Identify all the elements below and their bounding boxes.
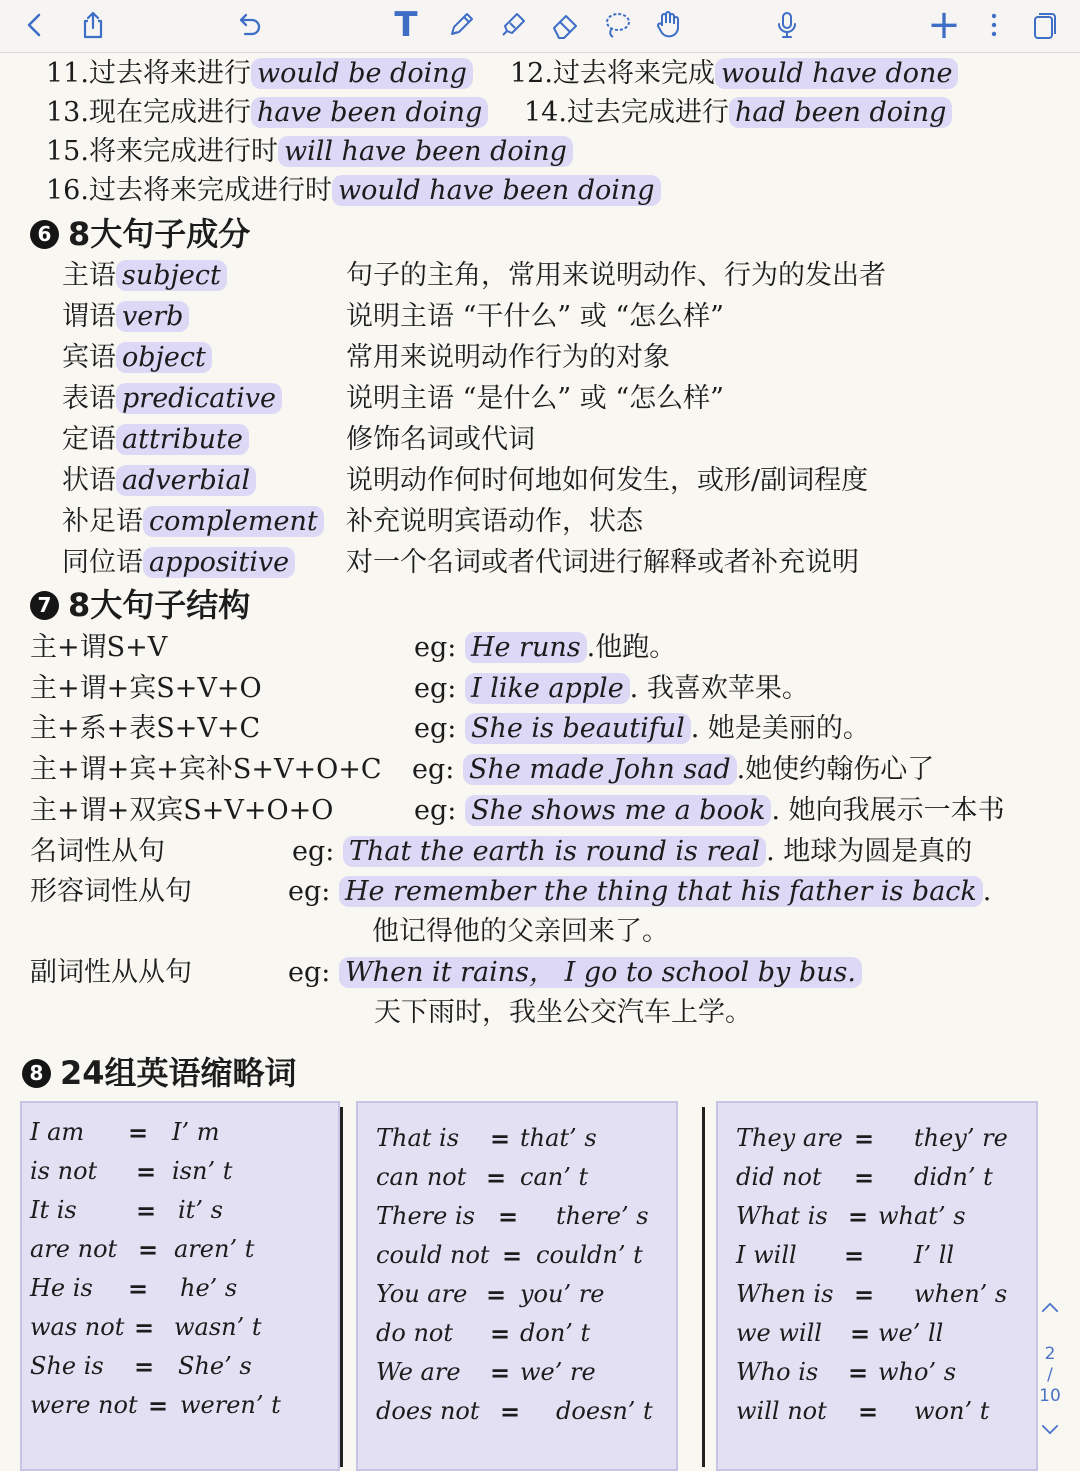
short-form: there’ s bbox=[556, 1202, 649, 1230]
text-tool-icon[interactable]: T bbox=[394, 5, 418, 45]
tense-english: had been doing bbox=[729, 97, 952, 128]
page-separator: / bbox=[1047, 1365, 1053, 1385]
short-form: don’ t bbox=[520, 1319, 591, 1347]
full-form: She is bbox=[30, 1352, 104, 1380]
full-form: are not bbox=[30, 1235, 118, 1263]
section-number-badge: 7 bbox=[30, 591, 59, 620]
component-term bbox=[62, 259, 227, 293]
equals-sign: = bbox=[848, 1358, 869, 1387]
section-heading bbox=[30, 585, 250, 625]
example-sentence: He runs bbox=[465, 632, 587, 663]
term-english: verb bbox=[116, 301, 189, 332]
page-down-chevron-icon[interactable] bbox=[1030, 1420, 1070, 1442]
full-form: Who is bbox=[736, 1358, 819, 1386]
pen-icon[interactable] bbox=[444, 8, 478, 42]
equals-sign: = bbox=[854, 1124, 875, 1153]
component-term bbox=[62, 300, 189, 334]
short-form: I’ m bbox=[172, 1118, 220, 1146]
component-description: 说明动作何时何地如何发生，或形/副词程度 bbox=[346, 465, 869, 496]
term-chinese: 定语 bbox=[62, 424, 116, 455]
section-number-badge: 8 bbox=[22, 1059, 51, 1088]
structure-example bbox=[412, 753, 934, 787]
share-icon[interactable] bbox=[78, 8, 108, 42]
equals-sign: = bbox=[134, 1313, 155, 1342]
example-translation: . 她是美丽的。 bbox=[690, 713, 870, 744]
short-form: I’ ll bbox=[914, 1241, 955, 1269]
tense-english: would have been doing bbox=[332, 175, 661, 206]
tense-chinese: 过去将来进行 bbox=[88, 58, 251, 89]
note-page[interactable] bbox=[0, 53, 1080, 1440]
tense-number: 12. bbox=[510, 58, 553, 89]
short-form: that’ s bbox=[520, 1124, 597, 1152]
full-form: I will bbox=[736, 1241, 797, 1269]
short-form: didn’ t bbox=[914, 1163, 993, 1191]
term-english: attribute bbox=[116, 424, 249, 455]
equals-sign: = bbox=[858, 1397, 879, 1426]
component-term bbox=[62, 505, 324, 539]
section-title: 8大句子成分 bbox=[68, 215, 251, 253]
equals-sign: = bbox=[498, 1202, 519, 1231]
microphone-icon[interactable] bbox=[772, 8, 802, 42]
component-term bbox=[62, 546, 295, 580]
structure-pattern: 主+系+表S+V+C bbox=[30, 713, 261, 744]
full-form: is not bbox=[30, 1157, 98, 1185]
equals-sign: = bbox=[136, 1196, 157, 1225]
component-description: 对一个名词或者代词进行解释或者补充说明 bbox=[346, 547, 859, 578]
eg-label: eg: bbox=[414, 673, 457, 704]
structure-example bbox=[414, 794, 1005, 828]
eg-label: eg: bbox=[414, 632, 457, 663]
page-up-chevron-icon[interactable] bbox=[1030, 1298, 1070, 1320]
short-form: can’ t bbox=[520, 1163, 589, 1191]
full-form: we will bbox=[736, 1319, 822, 1347]
full-form: could not bbox=[376, 1241, 490, 1269]
tense-english: would have done bbox=[715, 58, 958, 89]
structure-pattern: 副词性从从句 bbox=[30, 957, 192, 988]
example-translation: . 她向我展示一本书 bbox=[771, 795, 1005, 826]
term-english: predicative bbox=[116, 383, 282, 414]
section-heading bbox=[30, 214, 250, 254]
eg-label: eg: bbox=[414, 795, 457, 826]
term-chinese: 表语 bbox=[62, 383, 116, 414]
short-form: She’ s bbox=[178, 1352, 252, 1380]
tense-item bbox=[46, 57, 473, 91]
full-form: do not bbox=[376, 1319, 453, 1347]
equals-sign: = bbox=[502, 1241, 523, 1270]
equals-sign: = bbox=[490, 1319, 511, 1348]
term-chinese: 谓语 bbox=[62, 301, 116, 332]
short-form: they’ re bbox=[914, 1124, 1008, 1152]
full-form: does not bbox=[376, 1397, 480, 1425]
section-heading bbox=[22, 1053, 297, 1093]
page-indicator bbox=[1030, 1298, 1070, 1442]
short-form: he’ s bbox=[180, 1274, 238, 1302]
full-form: When is bbox=[736, 1280, 834, 1308]
tense-item bbox=[524, 96, 952, 130]
structure-example bbox=[288, 875, 991, 909]
equals-sign: = bbox=[854, 1280, 875, 1309]
example-sentence: I like apple bbox=[465, 673, 630, 704]
component-description: 补充说明宾语动作，状态 bbox=[346, 506, 643, 537]
tense-english: would be doing bbox=[251, 58, 473, 89]
component-description: 句子的主角，常用来说明动作、行为的发出者 bbox=[346, 260, 886, 291]
structure-pattern: 主+谓+宾+宾补S+V+O+C bbox=[30, 754, 382, 785]
equals-sign: = bbox=[850, 1319, 871, 1348]
short-form: when’ s bbox=[914, 1280, 1008, 1308]
term-chinese: 宾语 bbox=[62, 342, 116, 373]
short-form: won’ t bbox=[914, 1397, 990, 1425]
undo-icon[interactable] bbox=[234, 8, 264, 42]
eg-label: eg: bbox=[292, 836, 335, 867]
eg-label: eg: bbox=[412, 754, 455, 785]
equals-sign: = bbox=[148, 1391, 169, 1420]
short-form: wasn’ t bbox=[174, 1313, 262, 1341]
eg-label: eg: bbox=[288, 876, 331, 907]
term-english: adverbial bbox=[116, 465, 256, 496]
equals-sign: = bbox=[490, 1358, 511, 1387]
component-term bbox=[62, 382, 282, 416]
short-form: weren’ t bbox=[180, 1391, 281, 1419]
structure-example bbox=[292, 835, 972, 869]
tense-chinese: 过去将来完成 bbox=[552, 58, 715, 89]
term-chinese: 同位语 bbox=[62, 547, 143, 578]
tense-item bbox=[46, 135, 573, 169]
term-english: object bbox=[116, 342, 212, 373]
tense-number: 14. bbox=[524, 97, 567, 128]
equals-sign: = bbox=[136, 1157, 157, 1186]
pages-icon[interactable] bbox=[1030, 8, 1060, 42]
example-sentence: She shows me a book bbox=[465, 795, 772, 826]
tense-item bbox=[46, 174, 661, 208]
example-sentence: That the earth is round is real bbox=[343, 836, 766, 867]
section-title: 24组英语缩略词 bbox=[60, 1054, 297, 1092]
example-translation: .他跑。 bbox=[586, 632, 677, 663]
full-form: It is bbox=[30, 1196, 77, 1224]
component-term bbox=[62, 341, 212, 375]
component-term bbox=[62, 423, 249, 457]
equals-sign: = bbox=[844, 1241, 865, 1270]
short-form: couldn’ t bbox=[536, 1241, 643, 1269]
eg-label: eg: bbox=[414, 713, 457, 744]
example-translation: .她使约翰伤心了 bbox=[736, 754, 935, 785]
structure-pattern: 名词性从句 bbox=[30, 836, 165, 867]
structure-pattern: 主+谓+双宾S+V+O+O bbox=[30, 795, 334, 826]
equals-sign: = bbox=[500, 1397, 521, 1426]
total-page-count: 10 bbox=[1039, 1386, 1061, 1406]
full-form: was not bbox=[30, 1313, 125, 1341]
tense-number: 11. bbox=[46, 58, 89, 89]
structure-example bbox=[414, 631, 676, 665]
short-form: doesn’ t bbox=[556, 1397, 653, 1425]
term-chinese: 主语 bbox=[62, 260, 116, 291]
equals-sign: = bbox=[486, 1163, 507, 1192]
component-description: 说明主语 “是什么” 或 “怎么样” bbox=[346, 383, 724, 414]
add-icon[interactable]: + bbox=[927, 2, 961, 48]
full-form: They are bbox=[736, 1124, 843, 1152]
structure-example bbox=[414, 712, 870, 746]
tense-number: 16. bbox=[46, 175, 89, 206]
structure-pattern: 主+谓S+V bbox=[30, 632, 168, 663]
full-form: did not bbox=[736, 1163, 822, 1191]
full-form: What is bbox=[736, 1202, 828, 1230]
column-divider bbox=[340, 1107, 343, 1467]
structure-pattern: 主+谓+宾S+V+O bbox=[30, 673, 262, 704]
example-sentence: When it rains， I go to school by bus. bbox=[339, 957, 862, 988]
more-icon[interactable] bbox=[984, 8, 1004, 42]
equals-sign: = bbox=[134, 1352, 155, 1381]
highlighter-icon[interactable] bbox=[496, 8, 530, 42]
structure-pattern: 形容词性从句 bbox=[30, 876, 192, 907]
eraser-icon[interactable] bbox=[548, 8, 582, 42]
equals-sign: = bbox=[128, 1118, 149, 1147]
short-form: aren’ t bbox=[174, 1235, 255, 1263]
tense-item bbox=[46, 96, 488, 130]
component-description: 常用来说明动作行为的对象 bbox=[346, 342, 670, 373]
short-form: what’ s bbox=[878, 1202, 966, 1230]
back-chevron-icon[interactable] bbox=[20, 8, 50, 42]
full-form: will not bbox=[736, 1397, 827, 1425]
column-divider bbox=[702, 1107, 705, 1467]
tense-chinese: 将来完成进行时 bbox=[88, 136, 278, 167]
contraction-column bbox=[20, 1101, 340, 1471]
example-sentence: He remember the thing that his father is back bbox=[339, 876, 983, 907]
tense-chinese: 过去将来完成进行时 bbox=[88, 175, 332, 206]
term-english: subject bbox=[116, 260, 227, 291]
example-translation: 他记得他的父亲回来了。 bbox=[372, 916, 669, 947]
full-form: You are bbox=[376, 1280, 468, 1308]
short-form: you’ re bbox=[520, 1280, 605, 1308]
example-translation: 天下雨时，我坐公交汽车上学。 bbox=[374, 997, 752, 1028]
short-form: it’ s bbox=[178, 1196, 223, 1224]
section-number-badge: 6 bbox=[30, 220, 59, 249]
tense-english: have been doing bbox=[251, 97, 488, 128]
example-sentence: She is beautiful bbox=[465, 713, 691, 744]
tense-number: 13. bbox=[46, 97, 89, 128]
term-chinese: 补足语 bbox=[62, 506, 143, 537]
full-form: We are bbox=[376, 1358, 461, 1386]
full-form: I am bbox=[30, 1118, 85, 1146]
full-form: were not bbox=[30, 1391, 138, 1419]
top-toolbar bbox=[0, 0, 1080, 53]
full-form: can not bbox=[376, 1163, 467, 1191]
component-term bbox=[62, 464, 256, 498]
structure-example bbox=[288, 956, 862, 990]
contraction-column bbox=[716, 1101, 1038, 1471]
tense-item bbox=[510, 57, 958, 91]
equals-sign: = bbox=[490, 1124, 511, 1153]
short-form: we’ re bbox=[520, 1358, 596, 1386]
tense-chinese: 现在完成进行 bbox=[88, 97, 251, 128]
hand-icon[interactable] bbox=[651, 8, 685, 42]
example-translation: . 地球为圆是真的 bbox=[766, 836, 973, 867]
equals-sign: = bbox=[128, 1274, 149, 1303]
short-form: isn’ t bbox=[172, 1157, 233, 1185]
equals-sign: = bbox=[848, 1202, 869, 1231]
equals-sign: = bbox=[854, 1163, 875, 1192]
example-translation: . bbox=[982, 876, 992, 907]
term-english: complement bbox=[143, 506, 324, 537]
example-sentence: She made John sad bbox=[463, 754, 737, 785]
tense-number: 15. bbox=[46, 136, 89, 167]
full-form: There is bbox=[376, 1202, 475, 1230]
example-translation: . 我喜欢苹果。 bbox=[629, 673, 809, 704]
tense-chinese: 过去完成进行 bbox=[566, 97, 729, 128]
structure-example bbox=[414, 672, 809, 706]
contraction-column bbox=[356, 1101, 678, 1471]
short-form: we’ ll bbox=[878, 1319, 944, 1347]
section-title: 8大句子结构 bbox=[68, 586, 251, 624]
tense-english: will have been doing bbox=[278, 136, 573, 167]
full-form: He is bbox=[30, 1274, 93, 1302]
eg-label: eg: bbox=[288, 957, 331, 988]
equals-sign: = bbox=[138, 1235, 159, 1264]
term-english: appositive bbox=[143, 547, 295, 578]
equals-sign: = bbox=[486, 1280, 507, 1309]
lasso-icon[interactable] bbox=[600, 8, 634, 42]
component-description: 修饰名词或代词 bbox=[346, 424, 535, 455]
short-form: who’ s bbox=[878, 1358, 957, 1386]
full-form: That is bbox=[376, 1124, 460, 1152]
current-page-number: 2 bbox=[1044, 1344, 1056, 1364]
component-description: 说明主语 “干什么” 或 “怎么样” bbox=[346, 301, 724, 332]
term-chinese: 状语 bbox=[62, 465, 116, 496]
